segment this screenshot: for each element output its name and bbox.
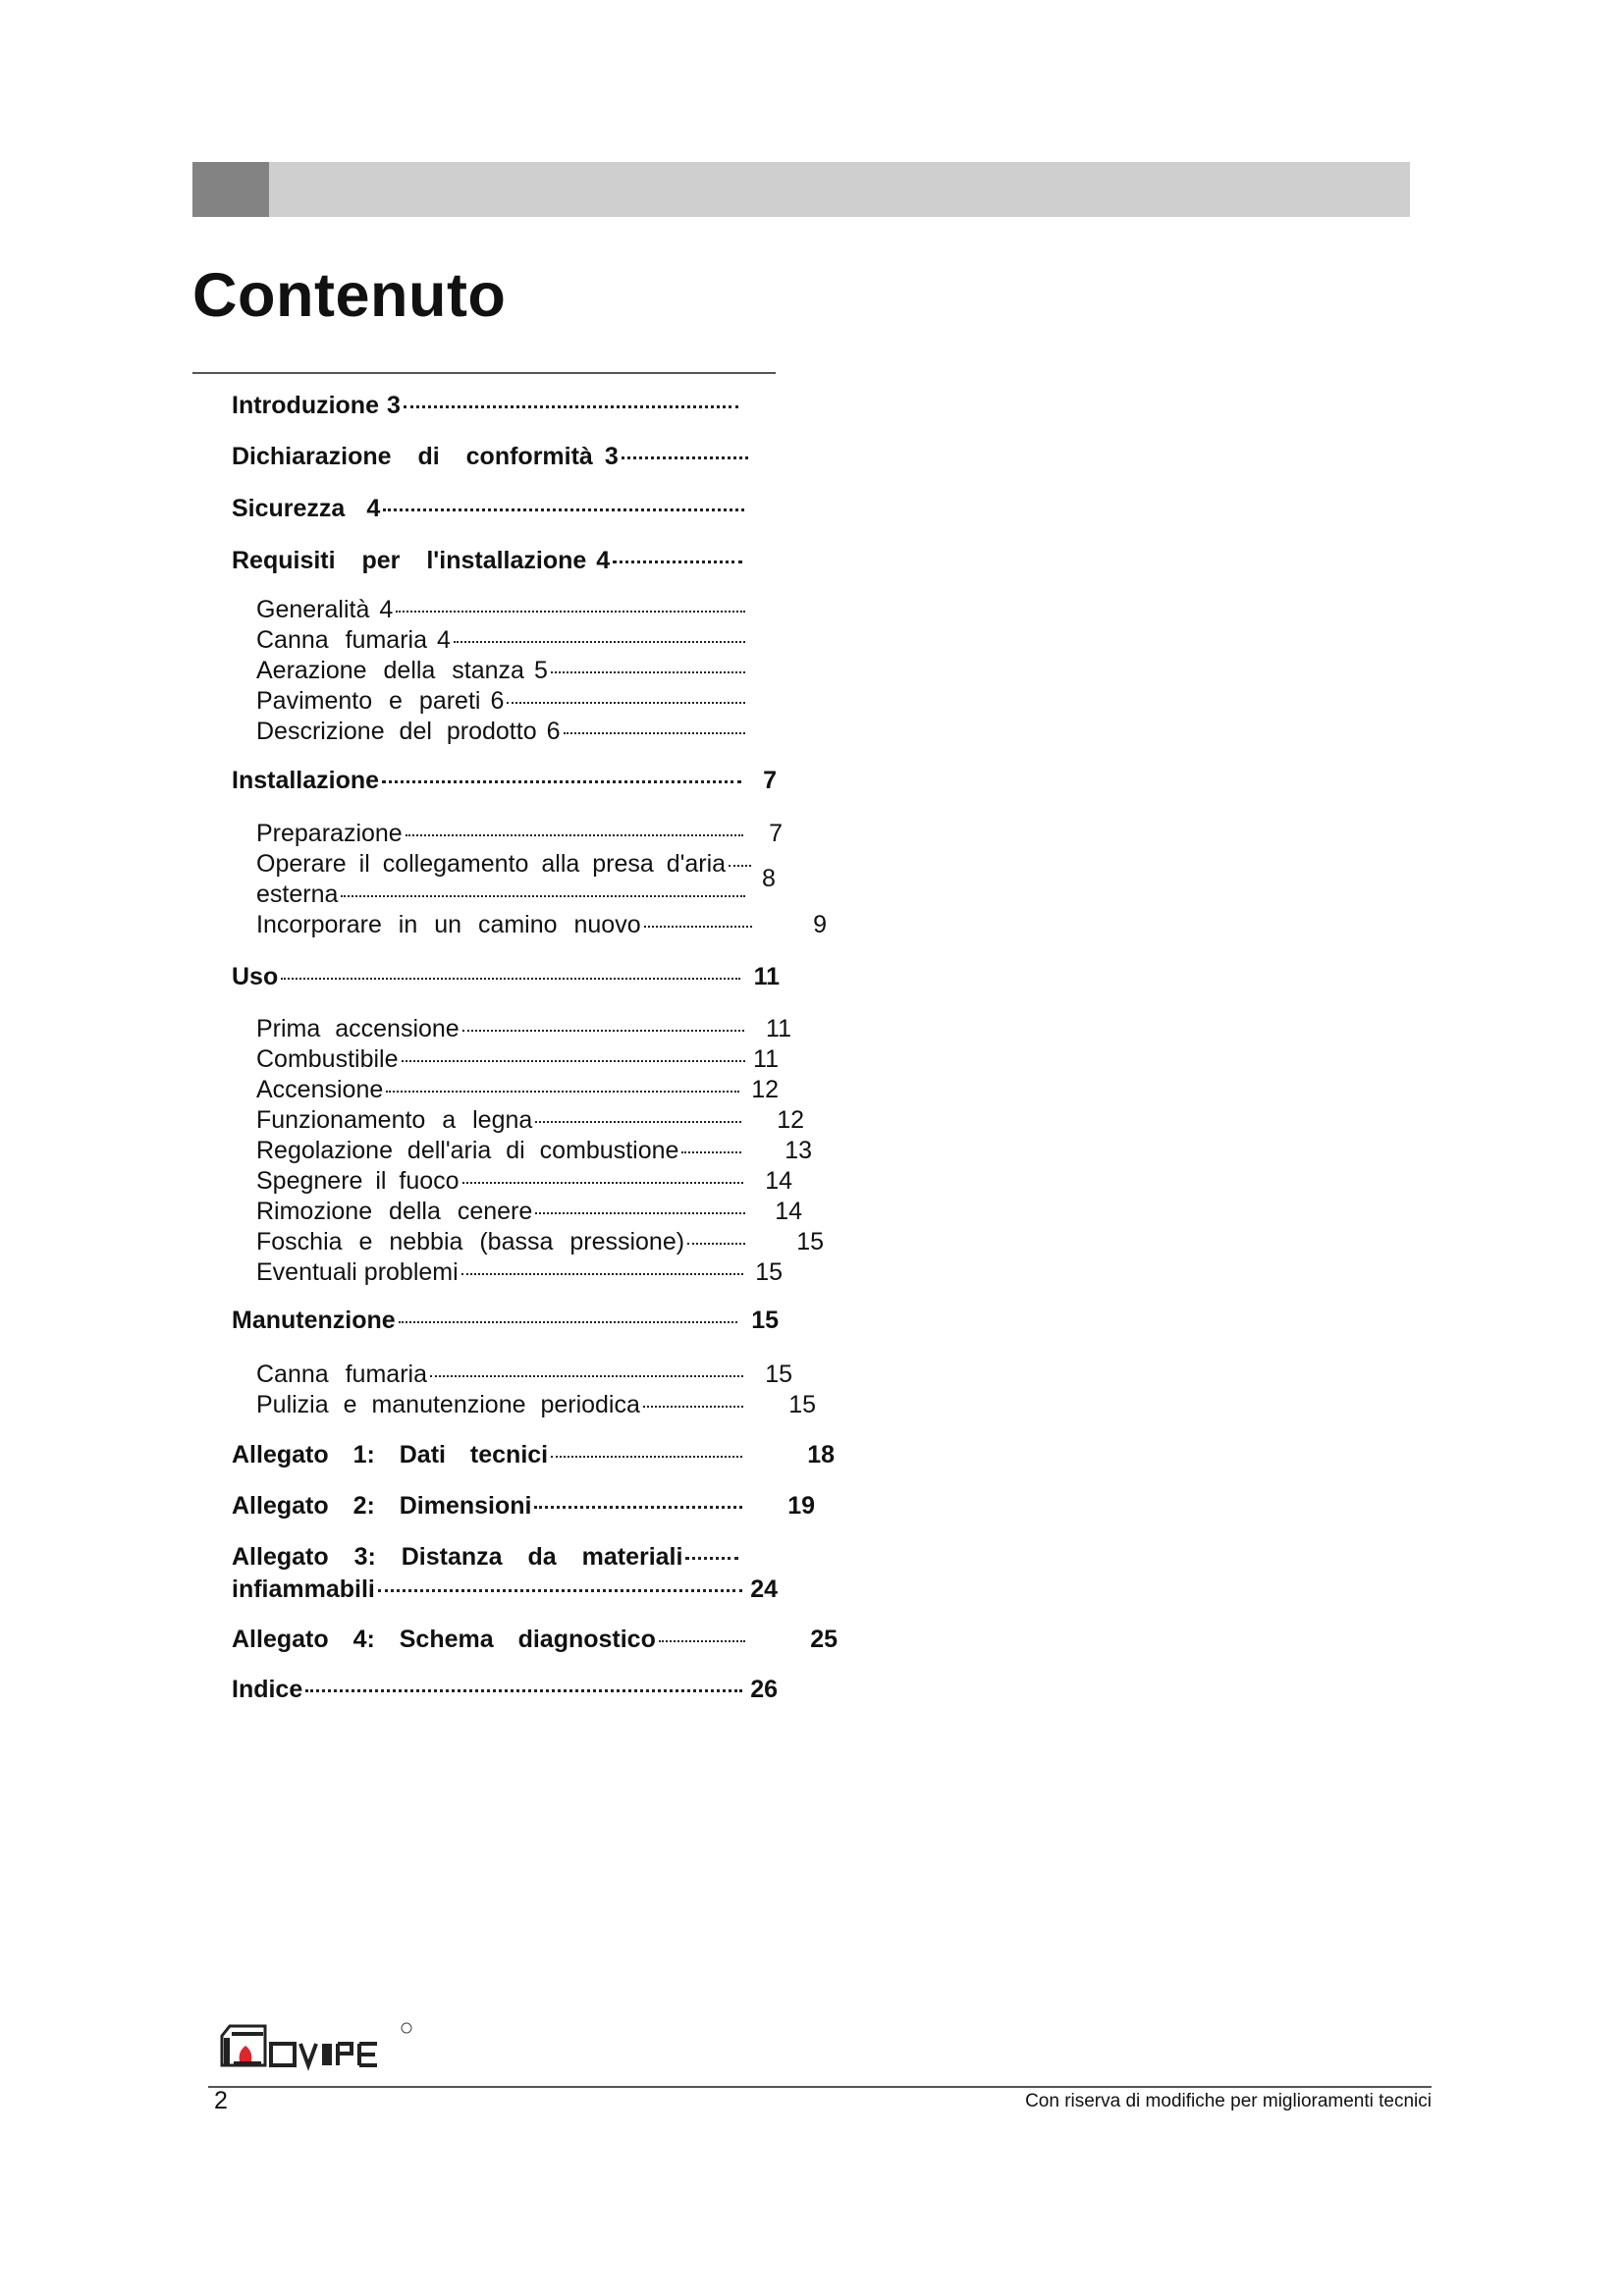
- toc-entry-page: 11: [753, 1045, 779, 1073]
- toc-entry-label: Descrizione del prodotto: [256, 718, 537, 745]
- toc-entry-page: 14: [765, 1167, 792, 1195]
- dot-leader: [643, 1406, 743, 1408]
- toc-entry-page: 15: [788, 1391, 816, 1418]
- toc-entry[interactable]: [232, 442, 752, 472]
- dot-leader: [281, 978, 739, 980]
- dot-leader: [681, 1151, 741, 1153]
- dot-leader: [535, 1212, 745, 1214]
- toc-entry[interactable]: [256, 1360, 792, 1390]
- dot-leader: [535, 1121, 741, 1123]
- toc-entry-page: 6: [546, 718, 561, 745]
- toc-entry-label: Uso: [232, 963, 279, 990]
- toc-entry-label: Pavimento e pareti: [256, 687, 481, 715]
- toc-entry-page: 6: [490, 687, 505, 715]
- toc-entry-label: Allegato 1: Dati tecnici: [232, 1441, 549, 1468]
- toc-entry[interactable]: [256, 1075, 779, 1105]
- toc-entry[interactable]: [256, 1257, 783, 1288]
- dot-leader: [430, 1375, 743, 1377]
- toc-entry[interactable]: [256, 849, 755, 880]
- toc-entry-page: 4: [436, 626, 451, 654]
- toc-entry[interactable]: [232, 962, 780, 992]
- header-bar: [192, 162, 1410, 217]
- toc-entry[interactable]: [232, 1575, 778, 1605]
- toc-entry-label: Allegato 3: Distanza da materiali: [232, 1543, 683, 1571]
- toc-entry[interactable]: [256, 1105, 804, 1136]
- toc-entry[interactable]: [232, 546, 746, 576]
- toc-entry[interactable]: [232, 494, 748, 524]
- toc-entry-page: 4: [366, 495, 381, 522]
- toc-entry[interactable]: [256, 910, 827, 940]
- dot-leader: [406, 834, 743, 836]
- toc-entry-label: Installazione: [232, 767, 380, 794]
- dot-leader: [534, 1506, 742, 1509]
- toc-entry-page: 15: [751, 1307, 779, 1334]
- page-title: Contenuto: [192, 261, 507, 330]
- toc-entry-label: Foschia e nebbia (bassa pressione): [256, 1228, 685, 1255]
- toc-entry-label: Canna fumaria: [256, 1361, 427, 1388]
- dot-leader: [396, 611, 745, 613]
- toc-entry-page: 11: [766, 1015, 791, 1042]
- dot-leader: [378, 1589, 742, 1592]
- dot-leader: [386, 1091, 739, 1093]
- toc-entry-label: Funzionamento a legna: [256, 1106, 533, 1134]
- toc-entry-label: Dichiarazione di conformità: [232, 443, 593, 470]
- toc-entry[interactable]: [256, 1166, 792, 1197]
- dot-leader: [687, 1243, 745, 1245]
- toc-entry[interactable]: [232, 1625, 838, 1655]
- toc-entry-page: 15: [755, 1258, 783, 1286]
- dot-leader: [507, 702, 745, 704]
- toc-entry[interactable]: [256, 686, 749, 717]
- toc-entry-label: Rimozione della cenere: [256, 1198, 533, 1225]
- toc-entry-label: Prima accensione: [256, 1015, 460, 1042]
- toc-entry-page: 7: [763, 767, 777, 794]
- toc-entry-label: Requisiti per l'installazione: [232, 547, 587, 574]
- toc-entry-label: Indice: [232, 1676, 303, 1703]
- toc-entry-page: 11: [753, 963, 780, 990]
- toc-entry[interactable]: [256, 1044, 779, 1075]
- toc-entry[interactable]: [232, 1440, 835, 1470]
- toc-entry[interactable]: [256, 595, 749, 625]
- toc-entry-label: Preparazione: [256, 820, 403, 847]
- toc-entry-label: Regolazione dell'aria di combustione: [256, 1137, 679, 1164]
- toc-entry-label: Operare il collegamento alla presa d'aria: [256, 850, 727, 878]
- toc-entry-page: 12: [751, 1076, 779, 1103]
- toc-entry-label: Combustibile: [256, 1045, 399, 1073]
- title-divider: [192, 372, 776, 374]
- dot-leader: [383, 508, 744, 511]
- toc-entry-page: 25: [810, 1626, 838, 1653]
- dot-leader: [461, 1273, 744, 1275]
- toc-entry-label: Generalità: [256, 596, 370, 623]
- toc-entry-page: 3: [604, 443, 619, 470]
- toc-entry-page: 3: [386, 392, 401, 419]
- footer-divider: [208, 2086, 1432, 2088]
- toc-entry-label: Incorporare in un camino nuovo: [256, 911, 641, 938]
- toc-entry-label: Introduzione: [232, 392, 379, 419]
- dot-leader: [551, 671, 745, 673]
- toc-entry-page: 13: [785, 1137, 812, 1164]
- toc-entry[interactable]: [256, 1227, 824, 1257]
- toc-entry[interactable]: [232, 1306, 779, 1336]
- toc-entry[interactable]: [232, 766, 777, 796]
- toc-entry[interactable]: [256, 1197, 802, 1227]
- toc-entry-label: Aerazione della stanza: [256, 657, 524, 684]
- toc-entry-page: 15: [765, 1361, 792, 1388]
- toc-entry-label: Allegato 4: Schema diagnostico: [232, 1626, 656, 1653]
- toc-entry-label: Accensione: [256, 1076, 384, 1103]
- dot-leader: [729, 865, 751, 867]
- dot-leader: [644, 926, 752, 928]
- dot-leader: [399, 1321, 738, 1323]
- dot-leader: [622, 456, 748, 459]
- toc-entry[interactable]: [256, 819, 783, 849]
- toc-entry[interactable]: [232, 1491, 815, 1522]
- dot-leader: [685, 1557, 738, 1560]
- dot-leader: [551, 1456, 742, 1458]
- toc-entry-page: 7: [769, 820, 783, 847]
- toc-entry-label: Pulizia e manutenzione periodica: [256, 1391, 640, 1418]
- toc-entry-page: 14: [775, 1198, 802, 1225]
- toc-entry-page: 4: [379, 596, 394, 623]
- dot-leader: [462, 1182, 744, 1184]
- dot-leader: [613, 561, 742, 563]
- toc-entry-page: 26: [750, 1676, 778, 1703]
- toc-entry-page: 9: [813, 911, 827, 938]
- toc-entry[interactable]: [256, 1390, 816, 1420]
- toc-entry-label: infiammabili: [232, 1575, 375, 1603]
- toc-entry-label: Allegato 2: Dimensioni: [232, 1492, 532, 1520]
- dot-leader: [341, 895, 745, 897]
- dot-leader: [659, 1640, 745, 1642]
- toc-entry-label: Eventuali problemi: [256, 1258, 459, 1286]
- dot-leader: [404, 405, 738, 408]
- dot-leader: [382, 780, 741, 783]
- toc-entry[interactable]: [256, 880, 749, 910]
- dovre-logo: [220, 2022, 416, 2071]
- toc-entry-page: 18: [807, 1441, 835, 1468]
- toc-entry-label: Spegnere il fuoco: [256, 1167, 460, 1195]
- toc-entry[interactable]: [232, 1675, 778, 1705]
- toc-entry[interactable]: [256, 717, 749, 747]
- toc-entry-page: 5: [533, 657, 548, 684]
- toc-entry-page: 8: [762, 865, 776, 892]
- toc-entry[interactable]: [256, 1014, 791, 1044]
- dot-leader: [402, 1060, 746, 1062]
- footer-note: Con riserva di modifiche per miglioramenti tecnici: [1025, 2091, 1432, 2111]
- toc-entry[interactable]: [256, 625, 749, 656]
- toc-entry-label: Canna fumaria: [256, 626, 427, 654]
- toc-entry-label: Manutenzione: [232, 1307, 396, 1334]
- toc-entry[interactable]: [232, 1542, 742, 1573]
- dot-leader: [454, 641, 745, 643]
- header-accent-block: [192, 162, 269, 217]
- toc-entry-page: 12: [777, 1106, 804, 1134]
- dot-leader: [564, 732, 746, 734]
- toc-entry-page: 15: [796, 1228, 824, 1255]
- toc-entry-label: esterna: [256, 881, 339, 908]
- toc-entry-page: 4: [596, 547, 611, 574]
- dot-leader: [462, 1030, 744, 1032]
- toc-entry[interactable]: [232, 391, 742, 421]
- toc-entry[interactable]: [256, 656, 749, 686]
- toc-entry-label: Sicurezza: [232, 495, 346, 522]
- page-number: 2: [214, 2087, 228, 2114]
- dot-leader: [305, 1689, 742, 1692]
- toc-entry[interactable]: [256, 1136, 812, 1166]
- toc-entry-page: 24: [750, 1575, 778, 1603]
- toc-entry-page: 19: [787, 1492, 815, 1520]
